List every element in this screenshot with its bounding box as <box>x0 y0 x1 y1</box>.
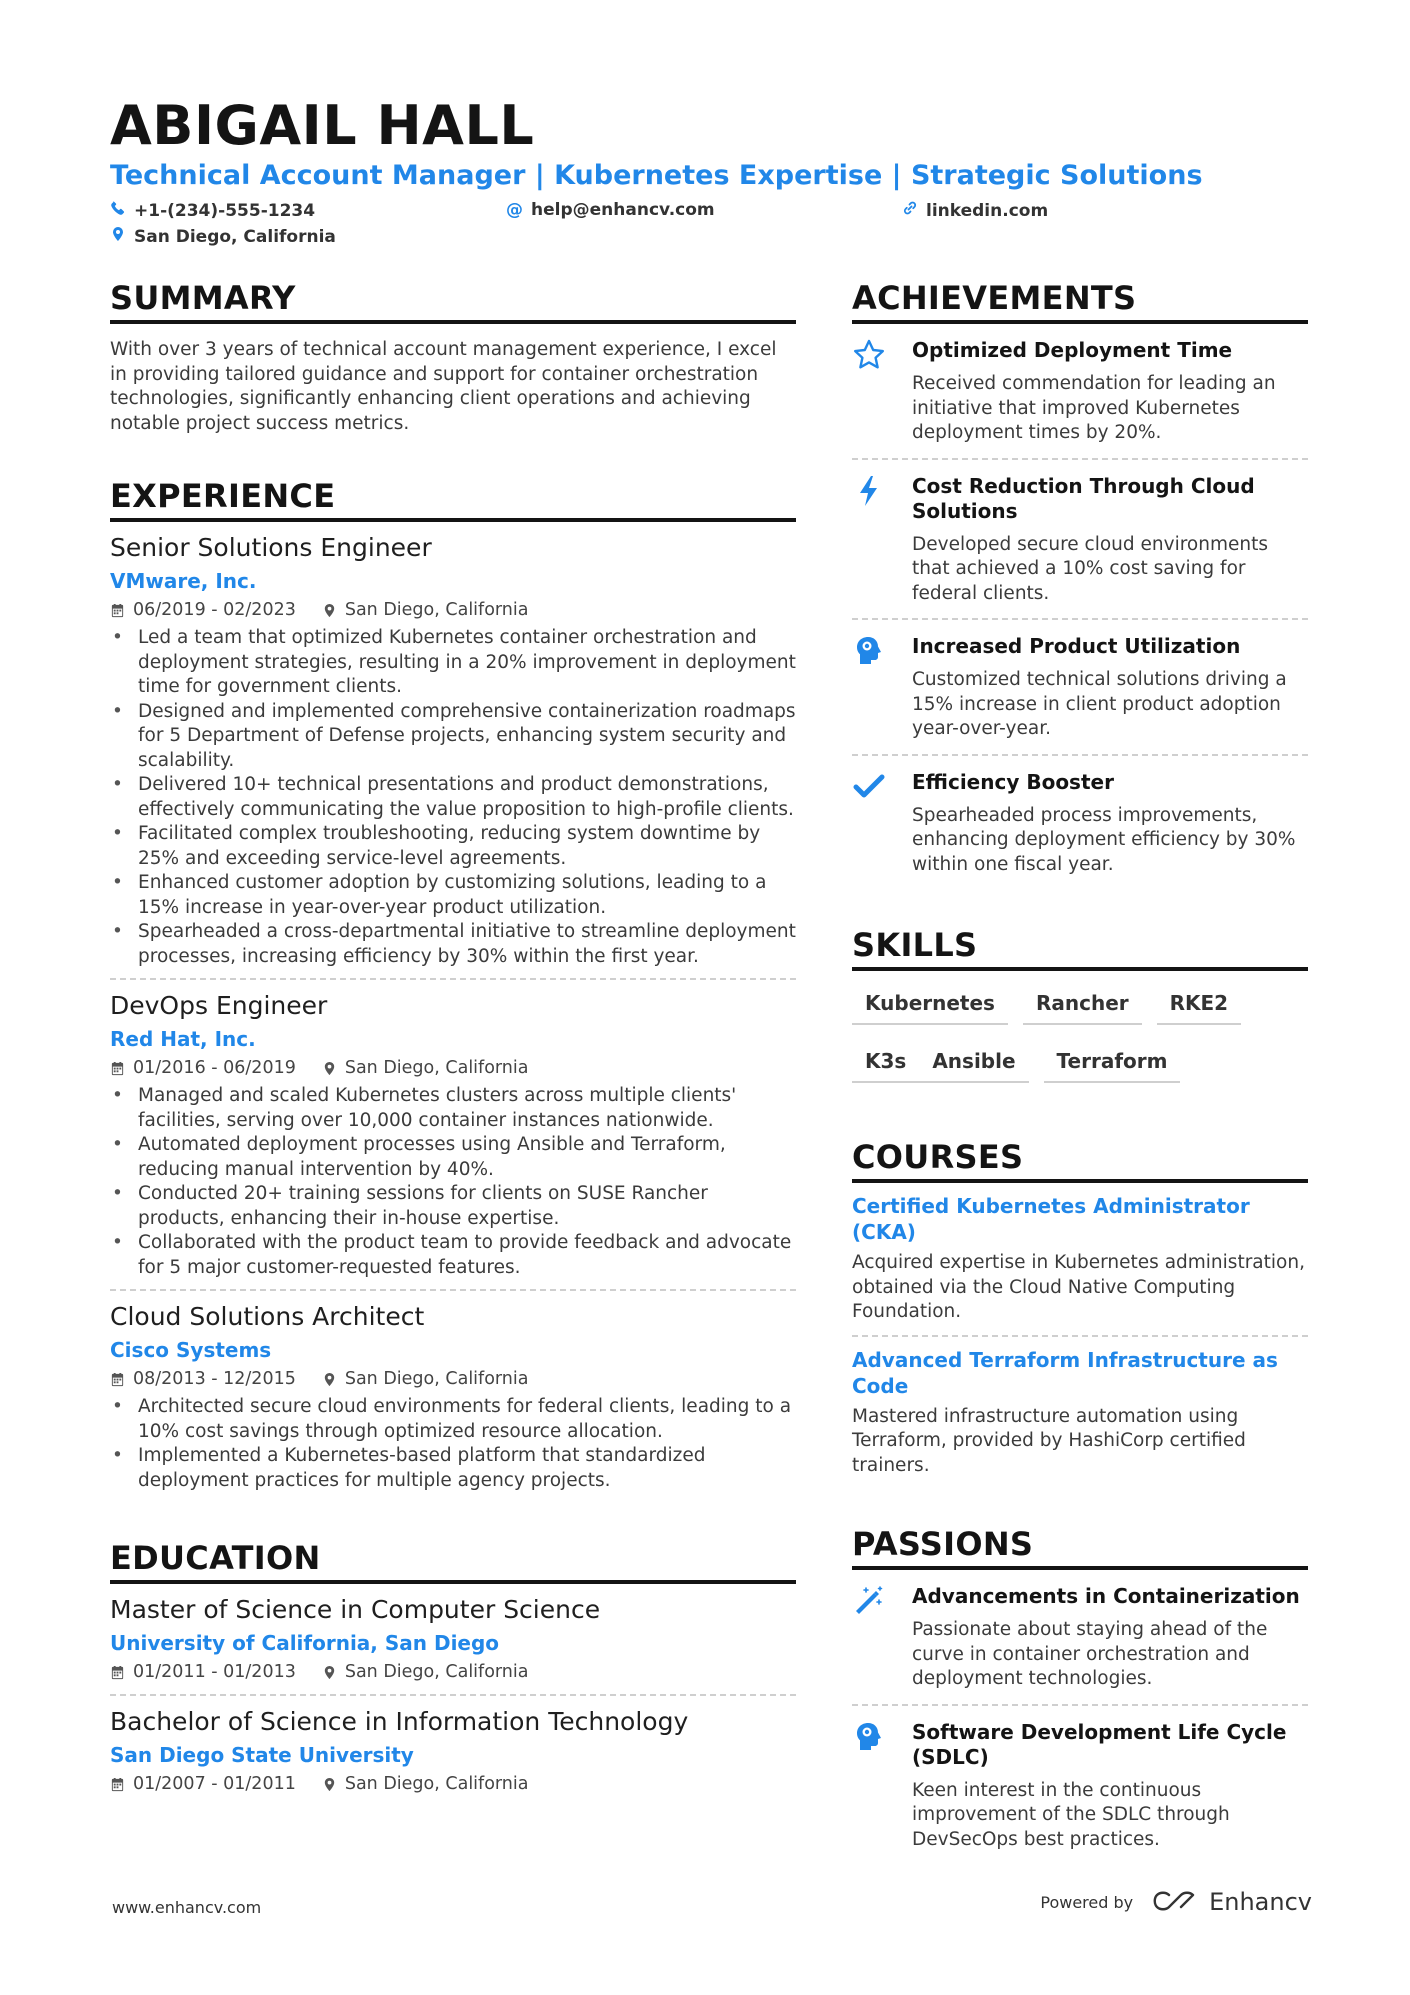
job-bullets <box>110 626 796 969</box>
course-title: Advanced Terraform Infrastructure as Code <box>852 1347 1278 1398</box>
left-column <box>110 278 796 1806</box>
bullet-item: • Managed and scaled Kubernetes clusters across multiple clients' facilities, serving over 10,000 container instances nationwide. <box>110 1084 796 1133</box>
education-meta <box>110 1660 796 1684</box>
enhancv-logo-icon <box>1151 1889 1199 1915</box>
education-section <box>110 1538 796 1806</box>
calendar-icon <box>110 1372 125 1387</box>
bullet-item: • Enhanced customer adoption by customizing solutions, leading to a 15% increase in year-over-year product utilization. <box>110 871 796 920</box>
skills-list <box>852 985 1308 1101</box>
company-name: VMware, Inc. <box>110 569 257 593</box>
achievements-section <box>852 278 1308 889</box>
passion-title: Software Development Life Cycle (SDLC) <box>912 1719 1287 1769</box>
summary-title: SUMMARY <box>110 278 796 324</box>
achievement-desc: Developed secure cloud environments that achieved a 10% cost saving for federal clients. <box>912 533 1268 604</box>
lightning-icon <box>852 474 886 508</box>
head-brain-icon <box>852 634 886 668</box>
achievement-desc: Spearheaded process improvements, enhancing deployment efficiency by 30% within one fiscal year. <box>912 804 1296 875</box>
bullet-item: • Architected secure cloud environments for federal clients, leading to a 10% cost savings through optimized resource allocation. <box>110 1395 796 1444</box>
job-title: DevOps Engineer <box>110 991 328 1020</box>
passion-desc: Passionate about staying ahead of the curve in container orchestration and deployment technologies. <box>912 1619 1268 1689</box>
job-meta <box>110 1367 796 1391</box>
school-name: University of California, San Diego <box>110 1631 500 1655</box>
checkmark-icon <box>852 770 886 804</box>
job-dates: 08/2013 - 12/2015 <box>133 1369 296 1389</box>
company-name: Cisco Systems <box>110 1338 272 1362</box>
achievement-item <box>852 324 1308 460</box>
bullet-item: • Delivered 10+ technical presentations and product demonstrations, effectively communicating the value proposition to high-profile clients. <box>110 773 796 822</box>
achievements-title: ACHIEVEMENTS <box>852 278 1308 324</box>
education-entry <box>110 1696 796 1806</box>
skill-tag: Kubernetes <box>852 985 1008 1025</box>
achievement-desc: Received commendation for leading an initiative that improved Kubernetes deployment times by 20%. <box>912 373 1276 443</box>
passions-title: PASSIONS <box>852 1524 1308 1570</box>
passions-section <box>852 1524 1308 1864</box>
phone-icon <box>110 200 126 221</box>
skill-tag: RKE2 <box>1157 985 1241 1025</box>
courses-section <box>852 1137 1308 1488</box>
location-pin-icon <box>322 1665 337 1680</box>
school-name: San Diego State University <box>110 1743 414 1767</box>
phone-text: +1-(234)-555-1234 <box>134 200 316 221</box>
company-name: Red Hat, Inc. <box>110 1027 256 1051</box>
achievement-title: Optimized Deployment Time <box>912 338 1233 362</box>
contact-location <box>110 226 336 247</box>
calendar-icon <box>110 1061 125 1076</box>
summary-text: With over 3 years of technical account management experience, I excel in providing tailored guidance and support for container orchestration technologies, significantly enhancing client operations and achieving notable project success metrics. <box>110 339 777 434</box>
course-desc: Mastered infrastructure automation using Terraform, provided by HashiCorp certified trainers. <box>852 1405 1246 1476</box>
brand-logo[interactable] <box>1151 1888 1312 1916</box>
contact-phone[interactable] <box>110 200 315 221</box>
education-title: EDUCATION <box>110 1538 796 1584</box>
experience-entry <box>110 980 796 1291</box>
summary-section <box>110 278 796 436</box>
candidate-name: ABIGAIL HALL <box>110 94 535 157</box>
skill-tag: Terraform <box>1044 1043 1181 1083</box>
education-location: San Diego, California <box>344 1662 529 1682</box>
achievement-title: Increased Product Utilization <box>912 634 1241 658</box>
degree-title: Bachelor of Science in Information Technology <box>110 1707 689 1736</box>
course-item <box>852 1337 1308 1489</box>
experience-title: EXPERIENCE <box>110 476 796 522</box>
job-bullets <box>110 1395 796 1493</box>
job-location: San Diego, California <box>344 1369 529 1389</box>
brand-name: Enhancv <box>1209 1888 1312 1916</box>
at-icon: @ <box>506 200 523 220</box>
bullet-item: • Designed and implemented comprehensive containerization roadmaps for 5 Department of Defense projects, enhancing system security and scalability. <box>110 700 796 774</box>
linkedin-text: linkedin.com <box>926 200 1049 221</box>
bullet-item: • Automated deployment processes using Ansible and Terraform, reducing manual intervention by 40%. <box>110 1133 796 1182</box>
passion-desc: Keen interest in the continuous improvement of the SDLC through DevSecOps best practices. <box>912 1779 1230 1850</box>
bullet-item: • Conducted 20+ training sessions for clients on SUSE Rancher products, enhancing their in-house expertise. <box>110 1182 796 1231</box>
passion-title: Advancements in Containerization <box>912 1584 1300 1608</box>
star-icon <box>852 338 886 372</box>
magic-wand-icon <box>852 1584 886 1618</box>
education-dates: 01/2007 - 01/2011 <box>133 1774 296 1794</box>
achievement-title: Efficiency Booster <box>912 769 1114 794</box>
bullet-item: • Implemented a Kubernetes-based platform that standardized deployment practices for multiple agency projects. <box>110 1444 796 1493</box>
experience-entry <box>110 522 796 980</box>
achievement-item <box>852 620 1308 756</box>
job-location: San Diego, California <box>344 1058 529 1078</box>
education-meta <box>110 1772 796 1796</box>
skill-tag: Rancher <box>1023 985 1142 1025</box>
location-pin-icon <box>322 1777 337 1792</box>
job-title: Senior Solutions Engineer <box>110 533 432 562</box>
job-meta <box>110 1056 796 1080</box>
degree-title: Master of Science in Computer Science <box>110 1595 601 1624</box>
job-bullets <box>110 1084 796 1280</box>
job-title: Cloud Solutions Architect <box>110 1302 425 1331</box>
powered-by-label: Powered by <box>1040 1892 1134 1912</box>
achievement-item <box>852 756 1308 890</box>
footer-website[interactable]: www.enhancv.com <box>112 1898 262 1917</box>
footer-branding <box>1040 1888 1312 1916</box>
bullet-item: • Collaborated with the product team to provide feedback and advocate for 5 major customer-requested features. <box>110 1231 796 1280</box>
job-dates: 01/2016 - 06/2019 <box>133 1058 296 1078</box>
course-item <box>852 1183 1308 1337</box>
education-dates: 01/2011 - 01/2013 <box>133 1662 296 1682</box>
calendar-icon <box>110 1665 125 1680</box>
experience-entry <box>110 1291 796 1502</box>
location-pin-icon <box>322 603 337 618</box>
achievement-item <box>852 460 1308 621</box>
location-pin-icon <box>322 1061 337 1076</box>
bullet-item: • Spearheaded a cross-departmental initiative to streamline deployment processes, increasing efficiency by 30% within the first year. <box>110 920 796 969</box>
experience-section <box>110 476 796 1502</box>
skills-section <box>852 925 1308 1101</box>
job-location: San Diego, California <box>344 600 529 620</box>
right-column <box>852 278 1308 1900</box>
head-brain-icon <box>852 1720 886 1754</box>
email-text: help@enhancv.com <box>531 200 715 220</box>
passion-item <box>852 1706 1308 1865</box>
contact-linkedin[interactable] <box>902 200 1048 221</box>
achievement-desc: Customized technical solutions driving a 15% increase in client product adoption year-over-year. <box>912 669 1287 739</box>
contact-email[interactable] <box>506 200 715 220</box>
skills-title: SKILLS <box>852 925 1308 971</box>
location-pin-icon <box>110 226 126 247</box>
skill-tag: Ansible <box>919 1043 1028 1083</box>
link-icon <box>902 200 918 221</box>
passion-item <box>852 1570 1308 1706</box>
job-meta <box>110 598 796 622</box>
bullet-item: • Facilitated complex troubleshooting, reducing system downtime by 25% and exceeding service-level agreements. <box>110 822 796 871</box>
job-dates: 06/2019 - 02/2023 <box>133 600 296 620</box>
course-title: Certified Kubernetes Administrator (CKA) <box>852 1194 1250 1244</box>
headline: Technical Account Manager | Kubernetes Expertise | Strategic Solutions <box>110 160 1203 191</box>
education-location: San Diego, California <box>344 1774 529 1794</box>
courses-title: COURSES <box>852 1137 1308 1183</box>
skill-tag: K3s <box>852 1043 919 1083</box>
location-pin-icon <box>322 1372 337 1387</box>
education-entry <box>110 1584 796 1696</box>
location-text: San Diego, California <box>134 226 336 247</box>
calendar-icon <box>110 603 125 618</box>
calendar-icon <box>110 1777 125 1792</box>
course-desc: Acquired expertise in Kubernetes administration, obtained via the Cloud Native Computing Foundation. <box>852 1252 1305 1322</box>
achievement-title: Cost Reduction Through Cloud Solutions <box>912 473 1255 523</box>
bullet-item: • Led a team that optimized Kubernetes container orchestration and deployment strategies, resulting in a 20% improvement in deployment time for government clients. <box>110 626 796 700</box>
